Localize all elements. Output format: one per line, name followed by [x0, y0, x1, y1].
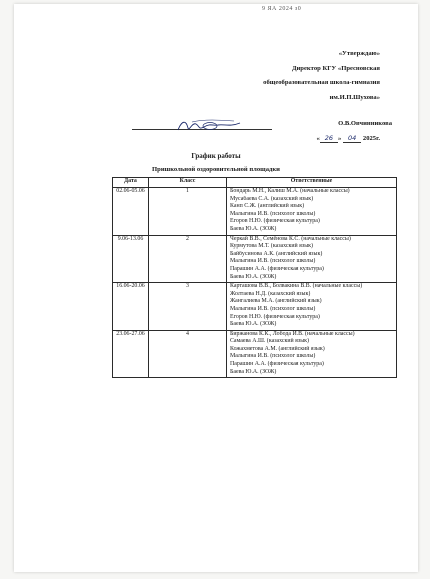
director-name: О.В.Овчинникова: [338, 120, 392, 127]
date-day: 26: [320, 134, 338, 143]
responsible-item: Егоров Н.Ю. (физическая культура): [230, 218, 320, 225]
responsible-item: Бондарь М.Н., Калиш М.А. (начальные классы): [230, 188, 350, 194]
top-stamp-fragment: 9 ЯА 2024 з0: [262, 6, 302, 12]
responsible-item: Биржанова К.К., Лобода И.В. (начальные классы): [230, 330, 355, 337]
cell-responsible: [227, 330, 397, 378]
responsible-item: Самаева А.Ш. (казахский язык): [230, 338, 310, 345]
responsible-item: Малыгина И.В. (психолог школы): [230, 258, 316, 265]
date-close-quote: »: [338, 135, 342, 142]
schedule-table: [112, 177, 397, 378]
responsible-item: Байбусинова А.К. (английский язык): [230, 250, 323, 257]
responsible-item: Баева Ю.А. (ЗОЖ): [230, 273, 277, 280]
signature-row: [132, 118, 392, 134]
cell-responsible: [227, 283, 397, 331]
responsible-item: Жолтаева Н.Д. (казахский язык): [230, 290, 311, 297]
cell-date: 16.06-20.06: [113, 283, 149, 331]
approval-school-namesake: им.И.П.Шухова»: [329, 93, 380, 101]
responsible-item: Малыгина И.В. (психолог школы): [230, 210, 316, 217]
cell-class: 4: [149, 330, 227, 378]
responsible-item: Мусабаева С.А. (казахский язык): [230, 195, 314, 202]
responsible-item: Малыгина И.В. (психолог школы): [230, 353, 316, 360]
cell-class: 2: [149, 235, 227, 283]
responsible-item: Парашин А.А. (физическая культура): [230, 265, 324, 272]
handwritten-signature: [174, 118, 244, 134]
responsible-item: Черкай В.В., Семёнова К.С. (начальные классы): [230, 235, 351, 242]
table-row: [113, 283, 397, 331]
approval-director-title: Директор КГУ «Пресновская: [291, 64, 380, 72]
table-row: [113, 330, 397, 378]
cell-responsible: [227, 235, 397, 283]
table-row: [113, 235, 397, 283]
responsible-item: Малыгина И.В. (психолог школы): [230, 305, 316, 312]
table-header-row: [113, 178, 397, 188]
approval-block: [170, 47, 380, 105]
responsible-item: Канп С.Ж. (английский язык): [230, 203, 305, 210]
cell-date: 23.06-27.06: [113, 330, 149, 378]
responsible-item: Егоров Н.Ю. (физическая культура): [230, 313, 320, 320]
responsible-item: Баева Ю.А. (ЗОЖ): [230, 321, 277, 328]
responsible-item: Карташова В.В., Болвакина В.В. (начальные классы): [230, 283, 363, 290]
date-open-quote: «: [316, 135, 320, 142]
page-title: График работы: [191, 152, 241, 160]
header-responsible: Ответственные: [227, 178, 397, 188]
responsible-item: Курмутова М.Т. (казахский язык): [230, 243, 313, 250]
responsible-item: Парашин А.А. (физическая культура): [230, 361, 324, 368]
date-month: 04: [343, 134, 361, 143]
page-subtitle: Пришкольной оздоровительной площадки: [152, 166, 280, 173]
responsible-item: Баева Ю.А. (ЗОЖ): [230, 225, 277, 232]
header-date: Дата: [113, 178, 149, 188]
document-page: [14, 4, 418, 572]
responsible-item: Кожахметова А.М. (английский язык): [230, 345, 325, 352]
table-row: [113, 188, 397, 236]
cell-date: 9.06-13.06: [113, 235, 149, 283]
approval-date: [316, 134, 380, 143]
date-year: 2025г.: [362, 135, 380, 142]
header-class: Класс: [149, 178, 227, 188]
cell-class: 1: [149, 188, 227, 236]
cell-responsible: [227, 188, 397, 236]
approval-school-name: общеобразовательная школа-гимназия: [263, 79, 380, 87]
cell-class: 3: [149, 283, 227, 331]
approval-heading: «Утверждаю»: [338, 50, 380, 57]
cell-date: 02.06-05.06: [113, 188, 149, 236]
responsible-item: Жангалиева М.А. (английский язык): [230, 298, 322, 305]
responsible-item: Баева Ю.А. (ЗОЖ): [230, 368, 277, 375]
